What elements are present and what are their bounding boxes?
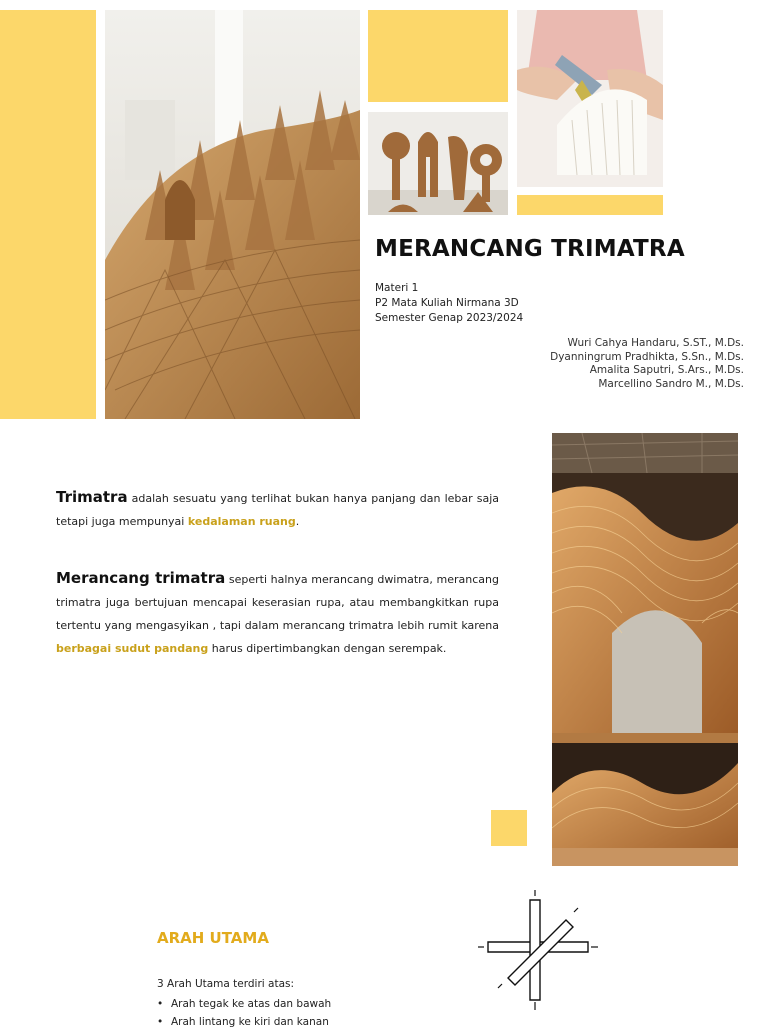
course-meta [375,281,523,326]
wood-installation-photo [552,433,738,866]
paragraph-text: seperti halnya merancang dwimatra, merancang trimatra juga bertujuan mencapai keserasian rupa, atau membangkitkan rupa tertentu yang mengasyikan , tapi dalam merancang trimatra lebih rumit karena [56,573,499,632]
paragraph-text: adalah sesuatu yang terlihat bukan hanya panjang dan lebar saja tetapi juga mempunyai [56,492,499,528]
author-name: Wuri Cahya Handaru, S.ST., M.Ds. [567,337,744,349]
highlight-text: kedalaman ruang [187,515,296,528]
meta-line: P2 Mata Kuliah Nirmana 3D [375,297,519,309]
list-item: • Arah tegak ke atas dan bawah [157,995,331,1013]
author-name: Marcellino Sandro M., M.Ds. [598,377,744,390]
paragraph-trimatra [56,486,499,533]
term-trimatra: Trimatra [56,488,128,506]
cardboard-sculpture-photo [105,10,360,419]
author-name: Dyanningrum Pradhikta, S.Sn., M.Ds. [550,350,744,363]
small-accent-square [491,810,527,846]
term-merancang-trimatra: Merancang trimatra [56,569,226,587]
paragraph-merancang-trimatra [56,567,499,660]
meta-line: Semester Genap 2023/2024 [375,312,524,324]
small-accent-strip [517,195,663,215]
list-item: • Arah lintang ke kiri dan kanan [157,1013,331,1031]
top-accent-block [368,10,508,102]
glue-gun-photo [517,10,663,187]
page-title: MERANCANG TRIMATRA [375,236,685,262]
highlight-text: berbagai sudut pandang [56,642,209,655]
paragraph-text: . [295,515,300,528]
arah-list [157,995,331,1031]
meta-line: Materi 1 [375,282,419,294]
section-heading-arah-utama: ARAH UTAMA [157,929,269,947]
arah-intro: 3 Arah Utama terdiri atas: [157,978,295,990]
paragraph-text: harus dipertimbangkan dengan serempak. [208,642,447,655]
axis-cross-icon [478,890,598,1010]
left-accent-bar [0,10,96,419]
author-list [550,337,744,391]
author-name: Amalita Saputri, S.Ars., M.Ds. [589,364,744,376]
cardboard-shapes-photo [368,112,508,215]
